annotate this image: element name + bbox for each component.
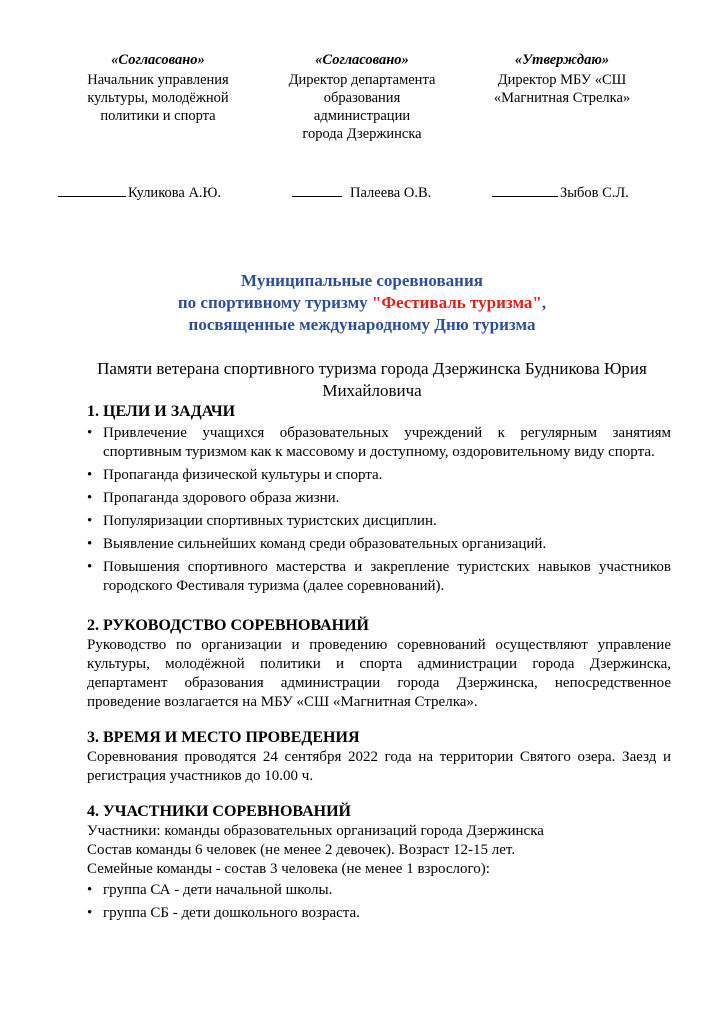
list-item: • группа СБ - дети дошкольного возраста. — [87, 905, 360, 921]
list-item: • Пропаганда физической культуры и спорта. — [87, 467, 383, 483]
signature-line — [58, 182, 126, 197]
approval-heading: «Согласовано» — [315, 52, 409, 68]
list-item: • Повышения спортивного мастерства и закрепление туристских навыков участников городского Фестиваля туризма (далее соревнований). — [87, 559, 671, 594]
section-4-title: 4. УЧАСТНИКИ СОРЕВНОВАНИЙ — [87, 803, 351, 820]
approval-column-education — [262, 51, 462, 143]
approval-line: культуры, молодёжной — [87, 90, 229, 106]
approval-line: Директор департамента — [288, 72, 436, 88]
title-line-3: посвященные международному Дню туризма — [188, 315, 536, 334]
list-item: • Пропаганда здорового образа жизни. — [87, 490, 340, 506]
goals-list — [87, 424, 671, 596]
signature-line — [292, 182, 342, 197]
signature-zybov — [492, 182, 629, 202]
title-line-1: Муниципальные соревнования — [241, 271, 483, 290]
signature-name: Куликова А.Ю. — [128, 185, 222, 201]
section-3-title: 3. ВРЕМЯ И МЕСТО ПРОВЕДЕНИЯ — [87, 729, 360, 746]
bullet-icon: • — [87, 425, 93, 441]
section-4-line: Участники: команды образовательных организаций города Дзержинска — [87, 823, 544, 839]
groups-list — [87, 881, 671, 923]
bullet-icon: • — [87, 467, 93, 483]
signature-kulikova — [58, 182, 221, 202]
bullet-icon: • — [87, 905, 93, 921]
approval-column-director — [462, 51, 662, 107]
signature-name: Зыбов С.Л. — [560, 185, 629, 201]
bullet-icon: • — [87, 513, 93, 529]
signature-name: Палеева О.В. — [350, 185, 432, 201]
approval-line: политики и спорта — [100, 108, 216, 124]
title-line-2-post: , — [541, 293, 547, 312]
memorial-dedication: Памяти ветерана спортивного туризма города Дзержинска Будникова Юрия Михайловича — [97, 359, 647, 400]
section-3-text: Соревнования проводятся 24 сентября 2022 года на территории Святого озера. Заезд и регистрация участников до 10.00 ч. — [87, 749, 671, 784]
approval-line: «Магнитная Стрелка» — [493, 90, 631, 106]
approval-block — [0, 51, 724, 151]
approval-heading: «Согласовано» — [111, 52, 205, 68]
approval-line: города Дзержинска — [302, 126, 422, 142]
section-2-text: Руководство по организации и проведению соревнований осуществляют управление культуры, молодёжной политики и спорта администрации города Дзержинска, департамент образования администрации города Дзержинска, непосредственное проведение возлагается на МБУ «СШ «Магнитная Стрелка». — [87, 637, 671, 710]
approval-line: Начальник управления — [87, 72, 229, 88]
signature-line — [492, 182, 558, 197]
section-2-title: 2. РУКОВОДСТВО СОРЕВНОВАНИЙ — [87, 617, 369, 634]
approval-line: администрации — [313, 108, 411, 124]
approval-heading: «Утверждаю» — [514, 52, 610, 68]
title-line-2 — [0, 292, 724, 314]
list-item: • Популяризации спортивных туристских дисциплин. — [87, 513, 437, 529]
list-item: • Выявление сильнейших команд среди образовательных организаций. — [87, 536, 547, 552]
bullet-icon: • — [87, 490, 93, 506]
section-4-line: Состав команды 6 человек (не менее 2 девочек). Возраст 12-15 лет. — [87, 842, 516, 858]
document-body — [87, 402, 671, 927]
title-line-2-pre: по спортивному туризму — [177, 293, 372, 312]
list-item: • Привлечение учащихся образовательных учреждений к регулярным занятиям спортивным туризмом как к массовому и доступному, оздоровительному виду спорта. — [87, 425, 671, 460]
section-1-title: 1. ЦЕЛИ И ЗАДАЧИ — [87, 403, 236, 420]
bullet-icon: • — [87, 882, 93, 898]
list-item: • группа СА - дети начальной школы. — [87, 882, 333, 898]
section-4-line: Семейные команды - состав 3 человека (не менее 1 взрослого): — [87, 861, 490, 877]
festival-name: "Фестиваль туризма" — [371, 293, 542, 312]
approval-line: образования — [323, 90, 401, 106]
bullet-icon: • — [87, 559, 93, 575]
approval-line: Директор МБУ «СШ — [497, 72, 627, 88]
signature-paleeva — [292, 182, 431, 202]
approval-column-culture — [58, 51, 258, 125]
document-title — [0, 270, 724, 336]
bullet-icon: • — [87, 536, 93, 552]
